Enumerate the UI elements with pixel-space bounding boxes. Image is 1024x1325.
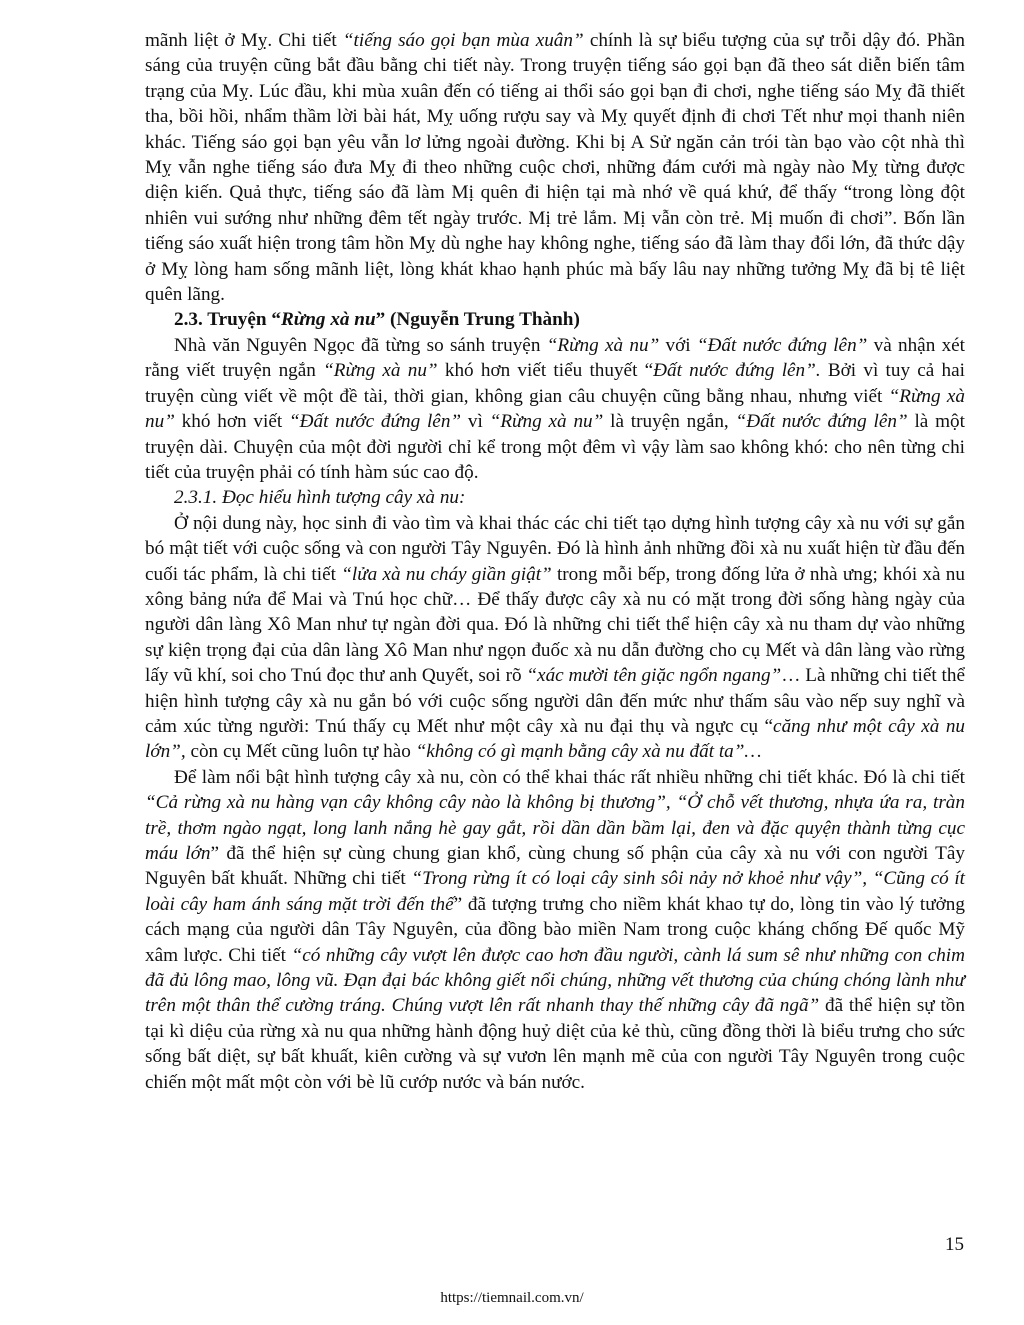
footer-url[interactable]: https://tiemnail.com.vn/ [440, 1290, 584, 1306]
quote-run: “có những cây vượt lên được cao hơn đầu người, cành lá sum sê như những con chim đã đủ lông mao, lông vũ. Đạn đại bác không giết nổi chúng, những vết thương của chúng chóng lành như trên một thân thể cường tráng. Chúng vượt lên rất nhanh thay thế những cây đã ngã” [145, 944, 965, 1017]
text-run: với [659, 334, 697, 356]
text-run: còn cụ Mết cũng luôn tự hào [185, 741, 416, 763]
text-run: … Là những chi tiết thể hiện hình tượng cây xà nu gắn bó với cuộc sống người dân đến mức như thấm sâu vào nếp suy nghĩ và cảm xúc từng người: Tnú thấy cụ Mết như một cây xà nu đại thụ và ngực cụ “ [145, 665, 965, 737]
text-run: khó hơn viết [174, 411, 290, 433]
quote-run: “Đất nước đứng lên” [696, 334, 868, 356]
paragraph-1 [145, 28, 965, 307]
text-run: Để làm nổi bật hình tượng cây xà nu, còn có thể khai thác rất nhiều những chi tiết khác. Đó là chi tiết [174, 766, 965, 788]
subsection-heading: 2.3.1. Đọc hiểu hình tượng cây xà nu: [174, 487, 466, 509]
text-run: ” đã tượng trưng cho niềm khát khao tự do, lòng tin vào lý tưởng cách mạng của người dân Tây Nguyên, của đồng bào miền Nam trong cuộc kháng chống Đế quốc Mỹ xâm lược. Chi tiết [145, 893, 965, 966]
quote-run: “tiếng sáo gọi bạn mùa xuân” [342, 30, 584, 51]
text-run: Bởi vì tuy cả hai truyện cùng viết về một đề tài, thời gian, không gian câu chuyện cũng bằng nhau, nhưng viết [145, 360, 965, 407]
quote-run: Đất nước đứng lên”. [653, 360, 821, 382]
heading-run: 2.3. Truyện “ [174, 309, 281, 331]
quote-run: “Rừng xà nu” [323, 360, 438, 382]
text-run: chính là sự biểu tượng của sự trỗi dậy đó. Phần sáng của truyện cũng bắt đầu bằng chi tiết này. Trong truyện tiếng sáo gọi bạn đã theo sát diễn biến tâm trạng của Mỵ. Lúc đầu, khi mùa xuân đến có tiếng ai thổi sáo gọi bạn đi chơi, nghe tiếng sáo Mỵ đã thiết tha, bồi hồi, nhẩm thầm lời bài hát, Mỵ uống rượu say và Mỵ quyết định đi chơi Tết như mọi thanh niên khác. Tiếng sáo gọi bạn yêu vẫn lơ lửng ngoài đường. Khi bị A Sử ngăn cản trói tàn bạo vào cột nhà thì Mỵ vẫn nghe tiếng sáo đưa Mỵ đi theo những cuộc chơi, những đám cưới mà ngày nào Mỵ từng được diện kiến. Quả thực, tiếng sáo đã làm Mị quên đi hiện tại mà nhớ về quá khứ, để thấy “trong lòng đột nhiên vui sướng như những đêm tết ngày trước. Mị trẻ lắm. Mị vẫn còn trẻ. Mị muốn đi chơi”. Bốn lần tiếng sáo xuất hiện trong tâm hồn Mỵ dù nghe hay không nghe, tiếng sáo đã làm thay đổi lớn, đã thức dậy ở Mỵ lòng ham sống mãnh liệt, lòng khát khao hạnh phúc mà bấy lâu nay những tưởng Mỵ đã bị tê liệt quên lãng. [145, 30, 965, 306]
quote-run: “Đất nước đứng lên” [735, 411, 908, 433]
text-run: đã thể hiện sự tồn tại kì diệu của rừng xà nu qua những hành động huỷ diệt của kẻ thù, cũng đồng thời là biểu trưng cho sức sống bất diệt, sự bất khuất, kiên cường và sự vươn lên mạnh mẽ của con người Tây Nguyên trong cuộc chiến một mất một còn với bè lũ cướp nước và bán nước. [145, 995, 965, 1093]
paragraph-4 [145, 765, 965, 1095]
document-page [145, 28, 965, 1095]
quote-run: “Rừng xà nu” [145, 385, 966, 433]
text-run: Ở nội dung này, học sinh đi vào tìm và khai thác các chi tiết tạo dựng hình tượng cây xà nu với sự gắn bó mật tiết với cuộc sống và con người Tây Nguyên. Đó là hình ảnh những đồi xà nu xuất hiện từ đầu đến cuối tác phẩm, là chi tiết [145, 512, 965, 585]
quote-run: “Đất nước đứng lên” [289, 411, 462, 433]
heading-run: ” (Nguyễn Trung Thành) [375, 309, 580, 331]
text-run: vì [461, 411, 490, 433]
text-run: ” đã thể hiện sự cùng chung gian khổ, cùng chung số phận của cây xà nu với con người Tây Nguyên bất khuất. Những chi tiết [145, 843, 965, 890]
text-run: là truyện ngắn, [603, 411, 736, 433]
section-heading [145, 307, 965, 332]
text-run: và nhận xét rằng viết truyện ngắn [145, 334, 966, 382]
text-run: là một truyện dài. Chuyện của một đời người chỉ kể trong một đêm vì vậy làm sao không khó: cho nên từng chi tiết của truyện phải có tính hàm súc cao độ. [145, 411, 965, 483]
quote-run: căng như một cây xà nu lớn”, [145, 715, 966, 763]
quote-run: “Trong rừng ít có loại cây sinh sôi nảy nở khoẻ như vậy”, “Cũng có ít loài cây ham ánh sáng mặt trời đến thế [145, 868, 965, 915]
paragraph-3 [145, 511, 965, 765]
quote-run: “Rừng xà nu” [546, 334, 660, 356]
quote-run: “xác mười tên giặc ngổn ngang” [526, 665, 782, 687]
text-run: trong mỗi bếp, trong đống lửa ở nhà ưng; khói xà nu xông bảng nứa để Mai và Tnú học chữ… Để thấy được cây xà nu có mặt trong đời sống hàng ngày của người dân làng Xô Man như tự ngàn đời qua. Đó là những chi tiết thể hiện cây xà nu tham dự vào những sự kiện trọng đại của dân làng Xô Man như ngọn đuốc xà nu dẫn đường cho cụ Mết và dân làng vào rừng lấy vũ khí, soi cho Tnú đọc thư anh Quyết, soi rõ [145, 563, 965, 687]
quote-run: “Rừng xà nu” [489, 411, 604, 433]
quote-run: “lửa xà nu cháy giần giật” [341, 563, 552, 585]
paragraph-2 [145, 333, 965, 485]
quote-run: “không có gì mạnh bằng cây xà nu đất ta”… [415, 741, 762, 763]
text-run: mãnh liệt ở Mỵ. Chi tiết [145, 30, 343, 51]
text-run: Nhà văn Nguyên Ngọc đã từng so sánh truyện [174, 334, 547, 356]
text-run: khó hơn viết tiểu thuyết “ [437, 360, 654, 382]
page-number: 15 [945, 1234, 964, 1255]
quote-run: “Cả rừng xà nu hàng vạn cây không cây nào là không bị thương”, “Ở chỗ vết thương, nhựa ứa ra, tràn trề, thơm ngào ngạt, long lanh nắng hè gay gắt, rồi dần dần bầm lại, đen và đặc quyện thành từng cục máu lớn [145, 792, 965, 864]
heading-title-run: Rừng xà nu [280, 309, 376, 331]
